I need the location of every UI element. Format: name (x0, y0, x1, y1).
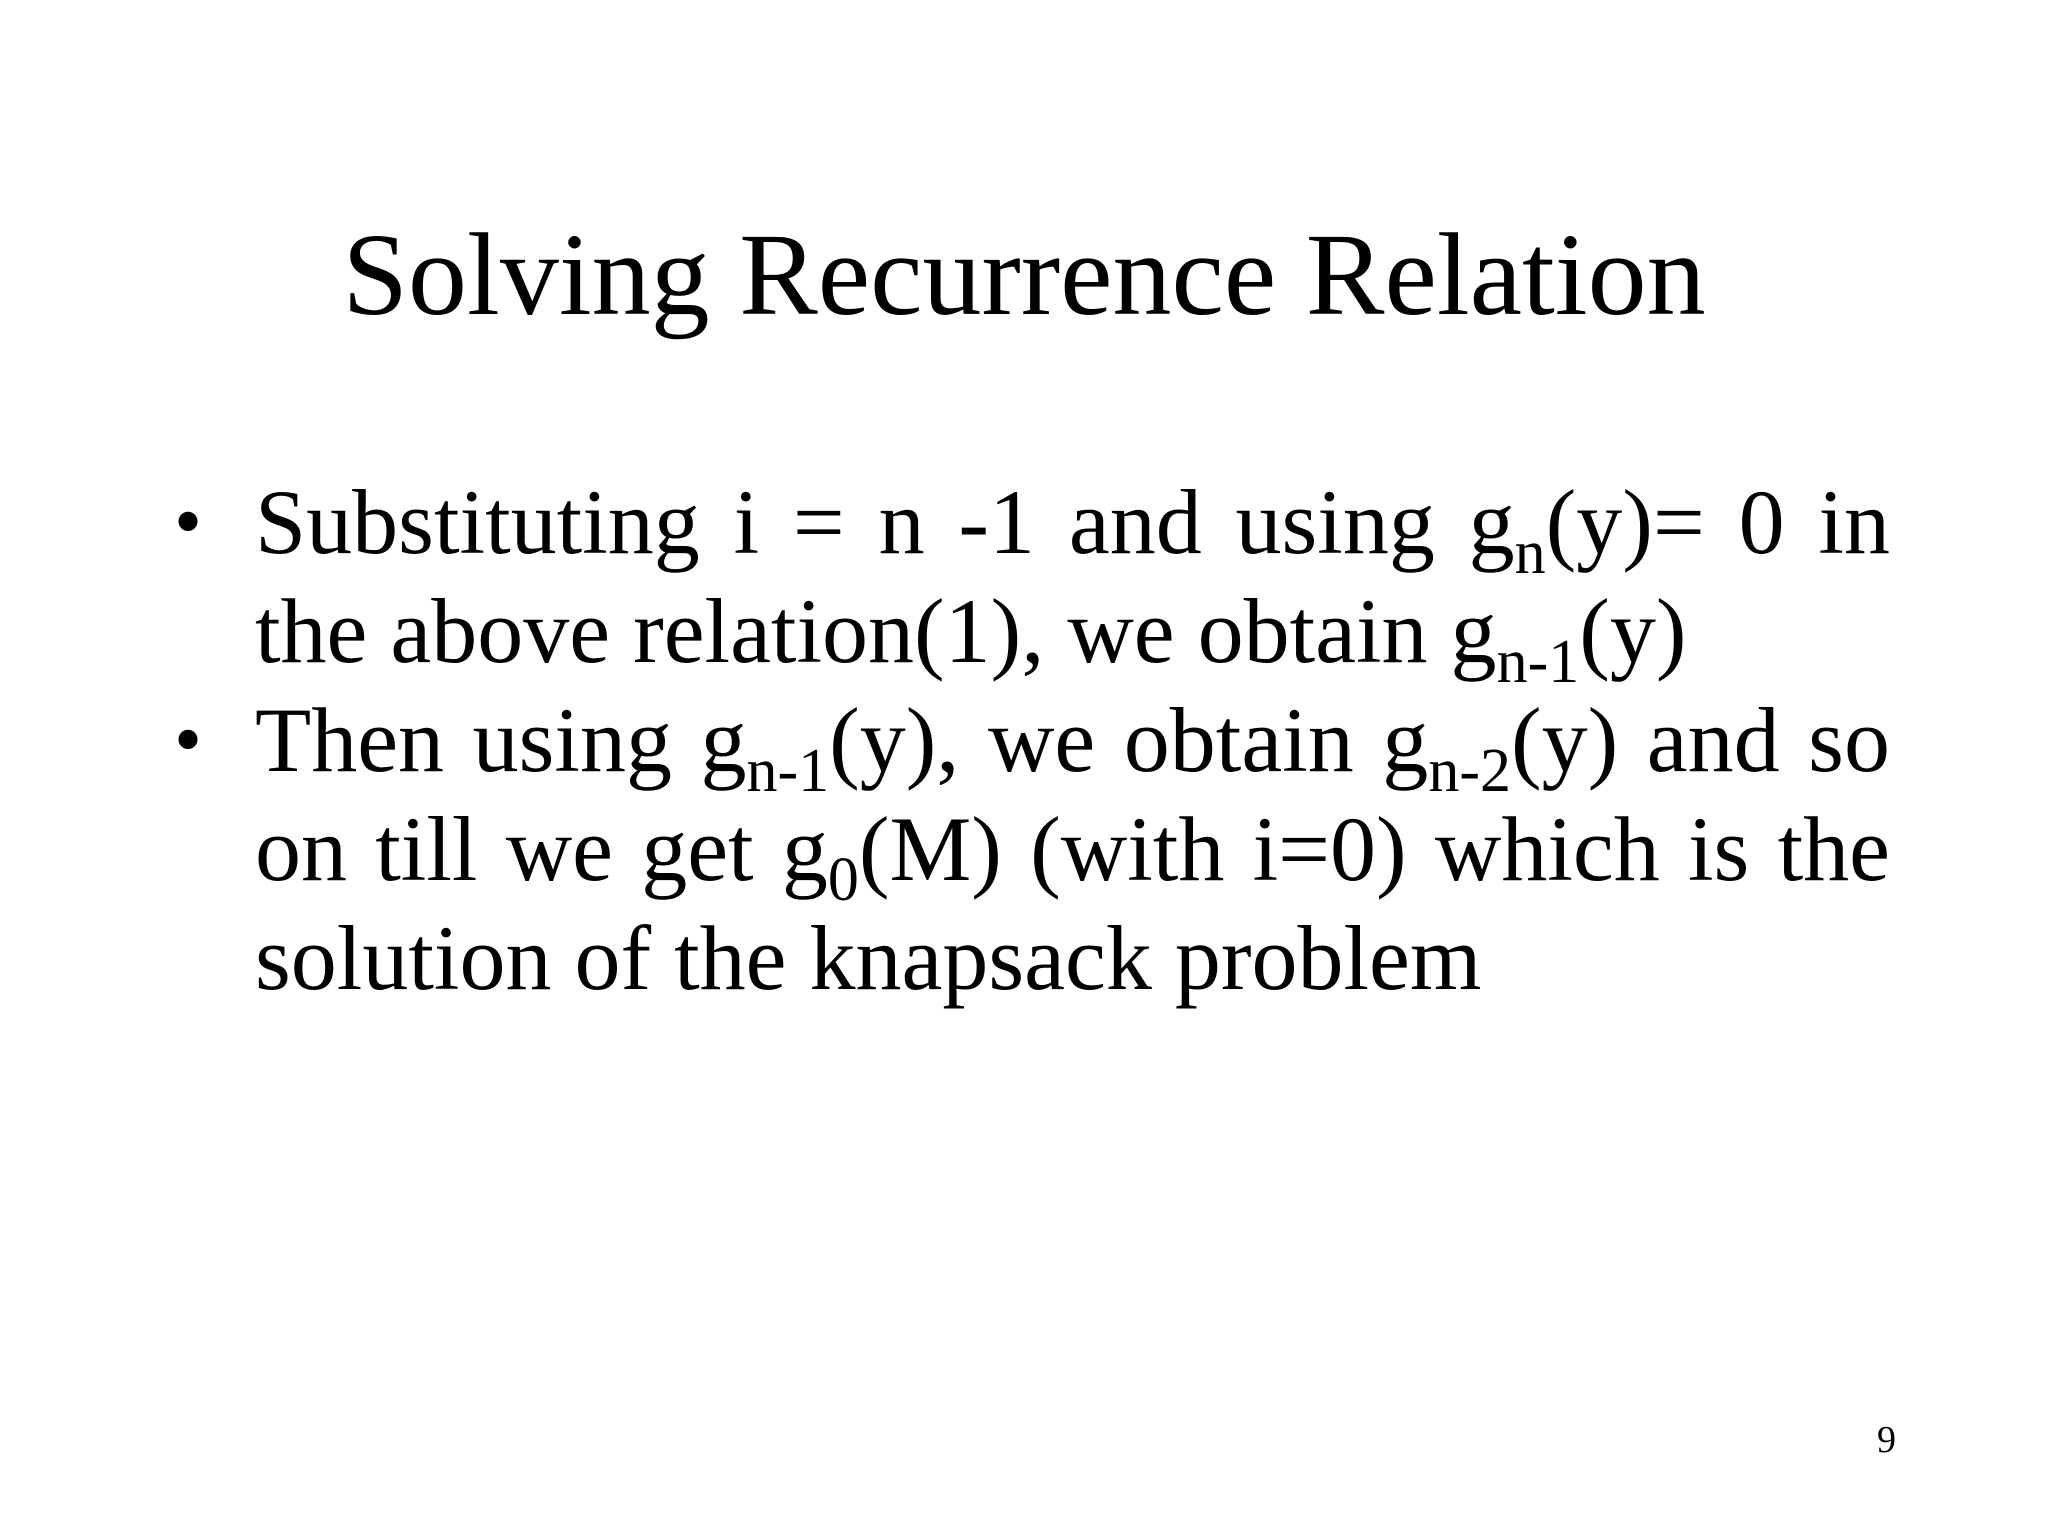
bullet-list (174, 468, 1890, 1013)
text-run: (y)= 0 in the above relation(1), we obtain g (255, 471, 1890, 682)
page-number: 9 (1877, 1419, 1896, 1461)
bullet-icon: • (174, 696, 203, 784)
bullet-icon: • (174, 478, 203, 566)
text-run: (y) and so on till we get g (255, 689, 1890, 900)
subscript: n-2 (1428, 736, 1511, 805)
text-run: (y) (1579, 580, 1687, 682)
subscript: n-1 (1496, 627, 1580, 696)
bullet-text (255, 471, 1890, 696)
text-run: Then using g (255, 689, 747, 791)
subscript: n (1514, 518, 1546, 587)
text-run: (y), we obtain g (829, 689, 1429, 791)
text-run: Substituting i = n -1 and using g (255, 471, 1515, 573)
bullet-item (174, 468, 1890, 696)
text-run: (M) (with i=0) which is the solution of the knapsack problem (255, 798, 1890, 1009)
subscript: 0 (827, 845, 859, 914)
bullet-item (174, 686, 1890, 1013)
slide-title: Solving Recurrence Relation (342, 209, 1706, 340)
subscript: n-1 (746, 736, 830, 805)
bullet-text (255, 689, 1890, 1009)
